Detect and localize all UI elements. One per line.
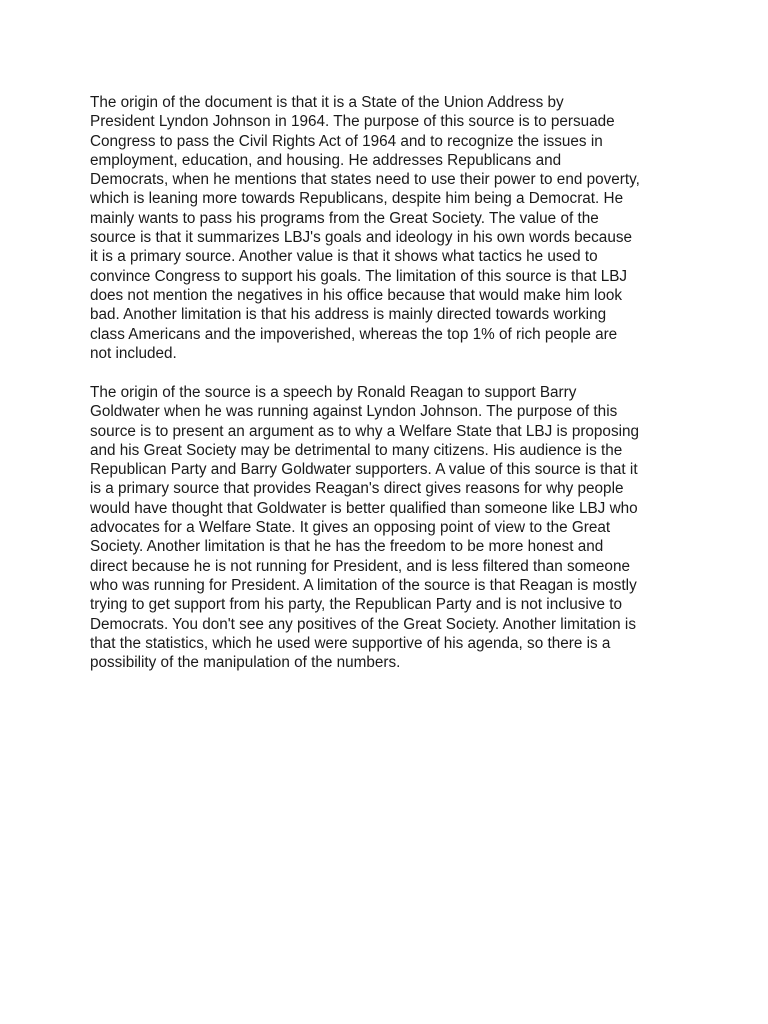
paragraph-lbj-state-of-the-union: The origin of the document is that it is a State of the Union Address by President Lyndon Johnson in 1964. The purpose of this source is to persuade Congress to pass the Civil Rights Act of 1964 and to recognize the issues in employment, education, and housing. He addresses Republicans and Democrats, when he mentions that states need to use their power to end poverty, which is leaning more towards Republicans, despite him being a Democrat. He mainly wants to pass his programs from the Great Society. The value of the source is that it summarizes LBJ's goals and ideology in his own words because it is a primary source. Another value is that it shows what tactics he used to convince Congress to support his goals. The limitation of this source is that LBJ does not mention the negatives in his office because that would make him look bad. Another limitation is that his address is mainly directed towards working class Americans and the impoverished, whereas the top 1% of rich people are not included. xyxy=(90,94,640,362)
paragraph-reagan-speech: The origin of the source is a speech by Ronald Reagan to support Barry Goldwater when he was running against Lyndon Johnson. The purpose of this source is to present an argument as to why a Welfare State that LBJ is proposing and his Great Society may be detrimental to many citizens. His audience is the Republican Party and Barry Goldwater supporters. A value of this source is that it is a primary source that provides Reagan's direct gives reasons for why people would have thought that Goldwater is better qualified than someone like LBJ who advocates for a Welfare State. It gives an opposing point of view to the Great Society. Another limitation is that he has the freedom to be more honest and direct because he is not running for President, and is less filtered than someone who was running for President. A limitation of the source is that Reagan is mostly trying to get support from his party, the Republican Party and is not inclusive to Democrats. You don't see any positives of the Great Society. Another limitation is that the statistics, which he used were supportive of his agenda, so there is a possibility of the manipulation of the numbers. xyxy=(90,384,639,672)
